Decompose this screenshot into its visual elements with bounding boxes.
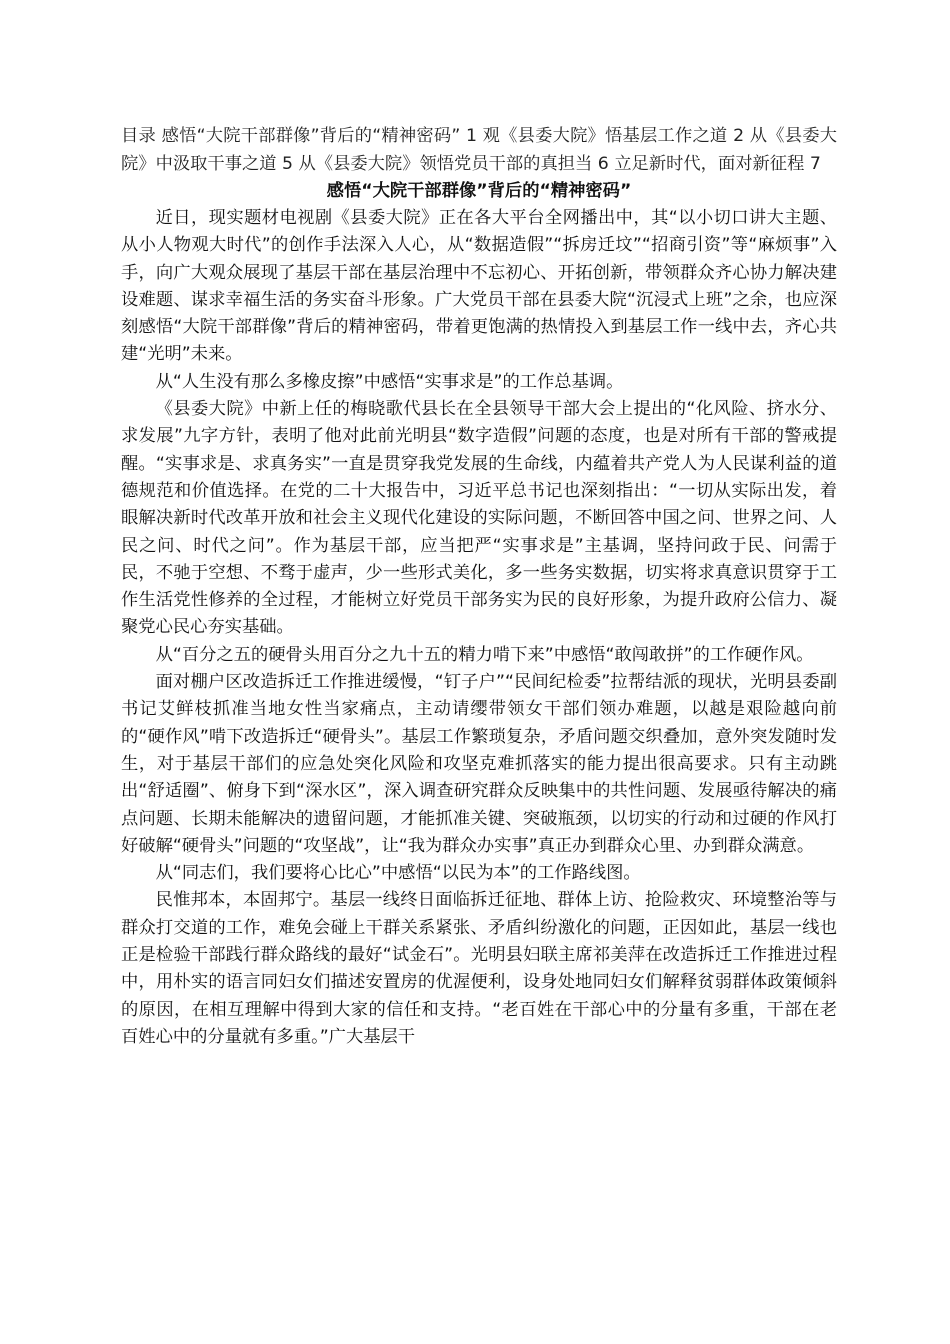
paragraph-3: 民惟邦本，本固邦宁。基层一线终日面临拆迁征地、群体上访、抢险救灾、环境整治等与群众打交道的工作，难免会碰上干群关系紧张、矛盾纠纷激化的问题，正因如此，基层一线也正是检验干部践行群众路线的最好“试金石”。光明县妇联主席祁美萍在改造拆迁工作推进过程中，用朴实的语言同妇女们描述安置房的优渥便利，设身处地同妇女们解释贫弱群体政策倾斜的原因，在相互理解中得到大家的信任和支持。“老百姓在干部心中的分量有多重，干部在老百姓心中的分量就有多重。”广大基层干 (121, 890, 837, 1047)
section-heading-3: 从“同志们，我们要将心比心”中感悟“以民为本”的工作路线图。 (155, 863, 641, 884)
paragraph-2: 面对棚户区改造拆迁工作推进缓慢，“钉子户”“民间纪检委”拉帮结派的现状，光明县委副书记艾鲜枝抓准当地女性当家痛点，主动请缨带领女干部们领办难题，以越是艰险越向前的“硬作风”啃下改造拆迁“硬骨头”。基层工作繁琐复杂，矛盾问题交织叠加，意外突发随时发生，对于基层干部们的应急处突化风险和攻坚克难抓落实的能力提出很高要求。只有主动跳出“舒适圈”、俯身下到“深水区”，深入调查研究群众反映集中的共性问题、发展亟待解决的痛点问题、长期未能解决的遗留问题，才能抓准关键、突破瓶颈，以切实的行动和过硬的作风打好破解“硬骨头”问题的“攻坚战”，让“我为群众办实事”真正办到群众心里、办到群众满意。 (121, 672, 837, 856)
paragraph-intro: 近日，现实题材电视剧《县委大院》正在各大平台全网播出中，其“以小切口讲大主题、从小人物观大时代”的创作手法深入人心，从“数据造假”“拆房迁坟”“招商引资”等“麻烦事”入手，向广大观众展现了基层干部在基层治理中不忘初心、开拓创新，带领群众齐心协力解决建设难题、谋求幸福生活的务实奋斗形象。广大党员干部在县委大院“沉浸式上班”之余，也应深刻感悟“大院干部群像”背后的精神密码，带着更饱满的热情投入到基层工作一线中去，齐心共建“光明”未来。 (121, 208, 837, 365)
table-of-contents: 目录 感悟“大院干部群像”背后的“精神密码” 1 观《县委大院》悟基层工作之道 2 从《县委大院》中汲取干事之道 5 从《县委大院》领悟党员干部的真担当 6 立足新时代，面对新征程 7 (121, 126, 837, 174)
section-heading-1: 从“人生没有那么多橡皮擦”中感悟“实事求是”的工作总基调。 (155, 371, 624, 392)
paragraph-1: 《县委大院》中新上任的梅晓歌代县长在全县领导干部大会上提出的“化风险、挤水分、求发展”九字方针，表明了他对此前光明县“数字造假”问题的态度，也是对所有干部的警戒提醒。“实事求是、求真务实”一直是贯穿我党发展的生命线，内蕴着共产党人为人民谋利益的道德规范和价值选择。在党的二十大报告中，习近平总书记也深刻指出：“一切从实际出发，着眼解决新时代改革开放和社会主义现代化建设的实际问题，不断回答中国之问、世界之问、人民之问、时代之问”。作为基层干部，应当把严“实事求是”主基调，坚持问政于民、问需于民，不驰于空想、不骛于虚声，少一些形式美化，多一些务实数据，切实将求真意识贯穿于工作生活党性修养的全过程，才能树立好党员干部务实为民的良好形象，为提升政府公信力、凝聚党心民心夯实基础。 (121, 399, 837, 638)
article-title: 感悟“大院干部群像”背后的“精神密码” (326, 181, 632, 201)
document-page (121, 123, 837, 1051)
section-heading-2: 从“百分之五的硬骨头用百分之九十五的精力啃下来”中感悟“敢闯敢拼”的工作硬作风。 (155, 644, 814, 665)
